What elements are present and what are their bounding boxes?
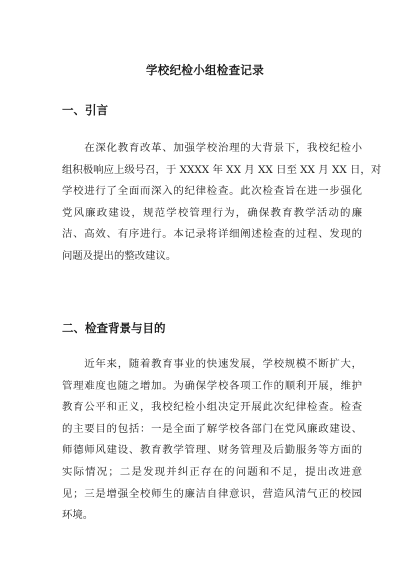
paragraph-line: 在深化教育改革、加强学校治理的大背景下，我校纪检小 [62, 142, 362, 154]
section-heading-introduction: 一、引言 [62, 103, 108, 117]
section-paragraph-background-purpose [62, 354, 362, 527]
paragraph-line: 学校进行了全面而深入的纪律检查。此次检查旨在进一步强化 [62, 185, 362, 198]
paragraph-line: 教育公平和正义，我校纪检小组决定开展此次纪律检查。检查 [62, 401, 362, 414]
paragraph-line: 党风廉政建设，规范学校管理行为，确保教育教学活动的廉 [62, 206, 362, 219]
paragraph-line: 师德师风建设、教育教学管理、财务管理及后勤服务等方面的 [62, 444, 362, 457]
paragraph-line: 环境。 [62, 509, 94, 522]
paragraph-line: 问题及提出的整改建议。 [62, 249, 177, 262]
document-title: 学校纪检小组检查记录 [146, 63, 264, 77]
section-paragraph-introduction [62, 138, 382, 268]
paragraph-line: 近年来，随着教育事业的快速发展，学校规模不断扩大， [62, 358, 362, 370]
paragraph-line: 实际情况；二是发现并纠正存在的问题和不足，提出改进意 [62, 465, 362, 478]
paragraph-line: 的主要目的包括：一是全面了解学校各部门在党风廉政建设、 [62, 422, 362, 435]
paragraph-line: 洁、高效、有序进行。本记录将详细阐述检查的过程、发现的 [62, 228, 362, 241]
section-heading-background-purpose: 二、检查背景与目的 [62, 321, 166, 335]
paragraph-line: 管理难度也随之增加。为确保学校各项工作的顺利开展，维护 [62, 379, 362, 392]
paragraph-line: 见；三是增强全校师生的廉洁自律意识，营造风清气正的校园 [62, 487, 362, 500]
paragraph-line: 组积极响应上级号召，于 XXXX 年 XX 月 XX 日至 XX 月 XX 日，对 [62, 163, 382, 176]
